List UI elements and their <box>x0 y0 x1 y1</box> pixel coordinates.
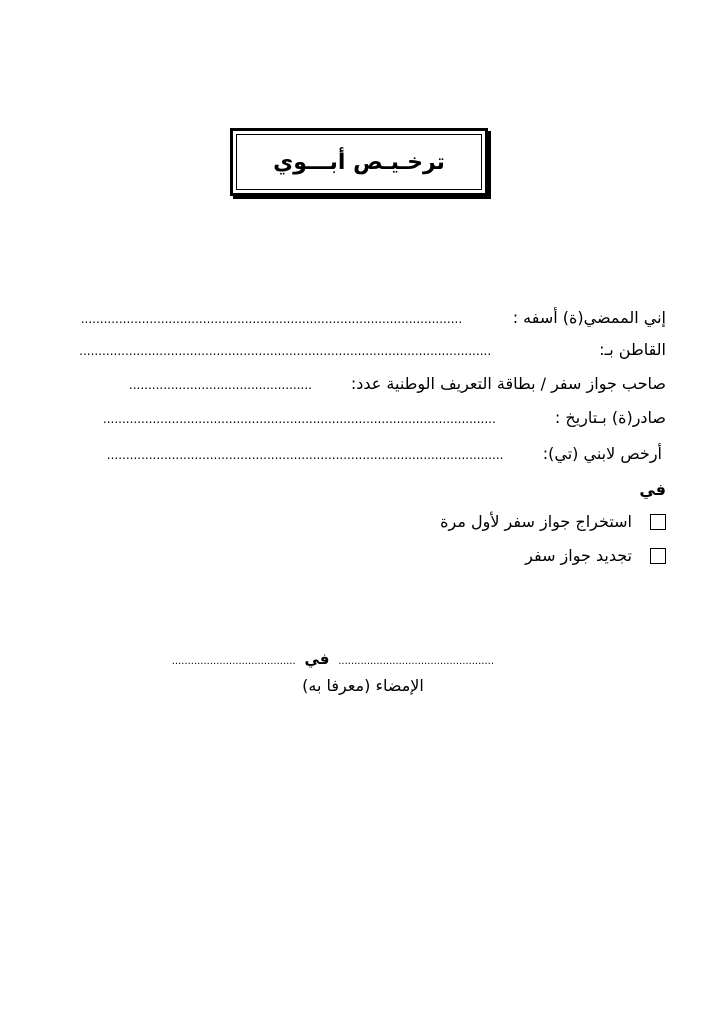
field-residence <box>79 340 666 359</box>
option-renew-passport[interactable] <box>525 546 666 565</box>
title-inner-frame <box>236 134 482 190</box>
field-label: القاطن بـ: <box>599 340 666 359</box>
title-box <box>230 128 488 196</box>
fill-line[interactable]: ....................................................................................................... <box>102 412 496 426</box>
option-first-passport[interactable] <box>440 512 666 531</box>
field-label: صادر(ة) بـتاريخ : <box>554 408 666 427</box>
in-label: في <box>639 480 666 499</box>
signature-label: الإمضاء (معرفا به) <box>302 676 424 695</box>
fill-line[interactable]: ........................................................................................................ <box>106 448 504 462</box>
option-label: استخراج جواز سفر لأول مرة <box>440 512 632 531</box>
document-title: ترخـيـص أبـــوي <box>273 149 445 175</box>
date-fill-line[interactable]: ....................................... <box>171 656 296 667</box>
field-id-number <box>129 374 666 393</box>
checkbox[interactable] <box>650 514 666 530</box>
place-fill-line[interactable]: ................................................. <box>338 656 494 667</box>
field-issue-date <box>103 408 666 427</box>
fill-line[interactable]: ................................................ <box>128 378 312 392</box>
place-date-line <box>171 650 494 668</box>
option-label: تجديد جواز سفر <box>525 546 632 565</box>
field-label: صاحب جواز سفر / بطاقة التعريف الوطنية عدد: <box>350 374 666 393</box>
signature-area <box>171 650 494 695</box>
field-child-name <box>107 444 662 463</box>
fill-line[interactable]: .................................................................................................... <box>80 312 463 326</box>
fill-line[interactable]: ............................................................................................................ <box>79 344 492 358</box>
field-label: إني الممضي(ة) أسفه : <box>512 308 666 327</box>
field-signer-name <box>81 308 666 327</box>
in-word: في <box>304 650 330 668</box>
field-label: أرخص لابني (تي): <box>542 444 662 463</box>
in-label-row <box>639 480 666 499</box>
checkbox[interactable] <box>650 548 666 564</box>
